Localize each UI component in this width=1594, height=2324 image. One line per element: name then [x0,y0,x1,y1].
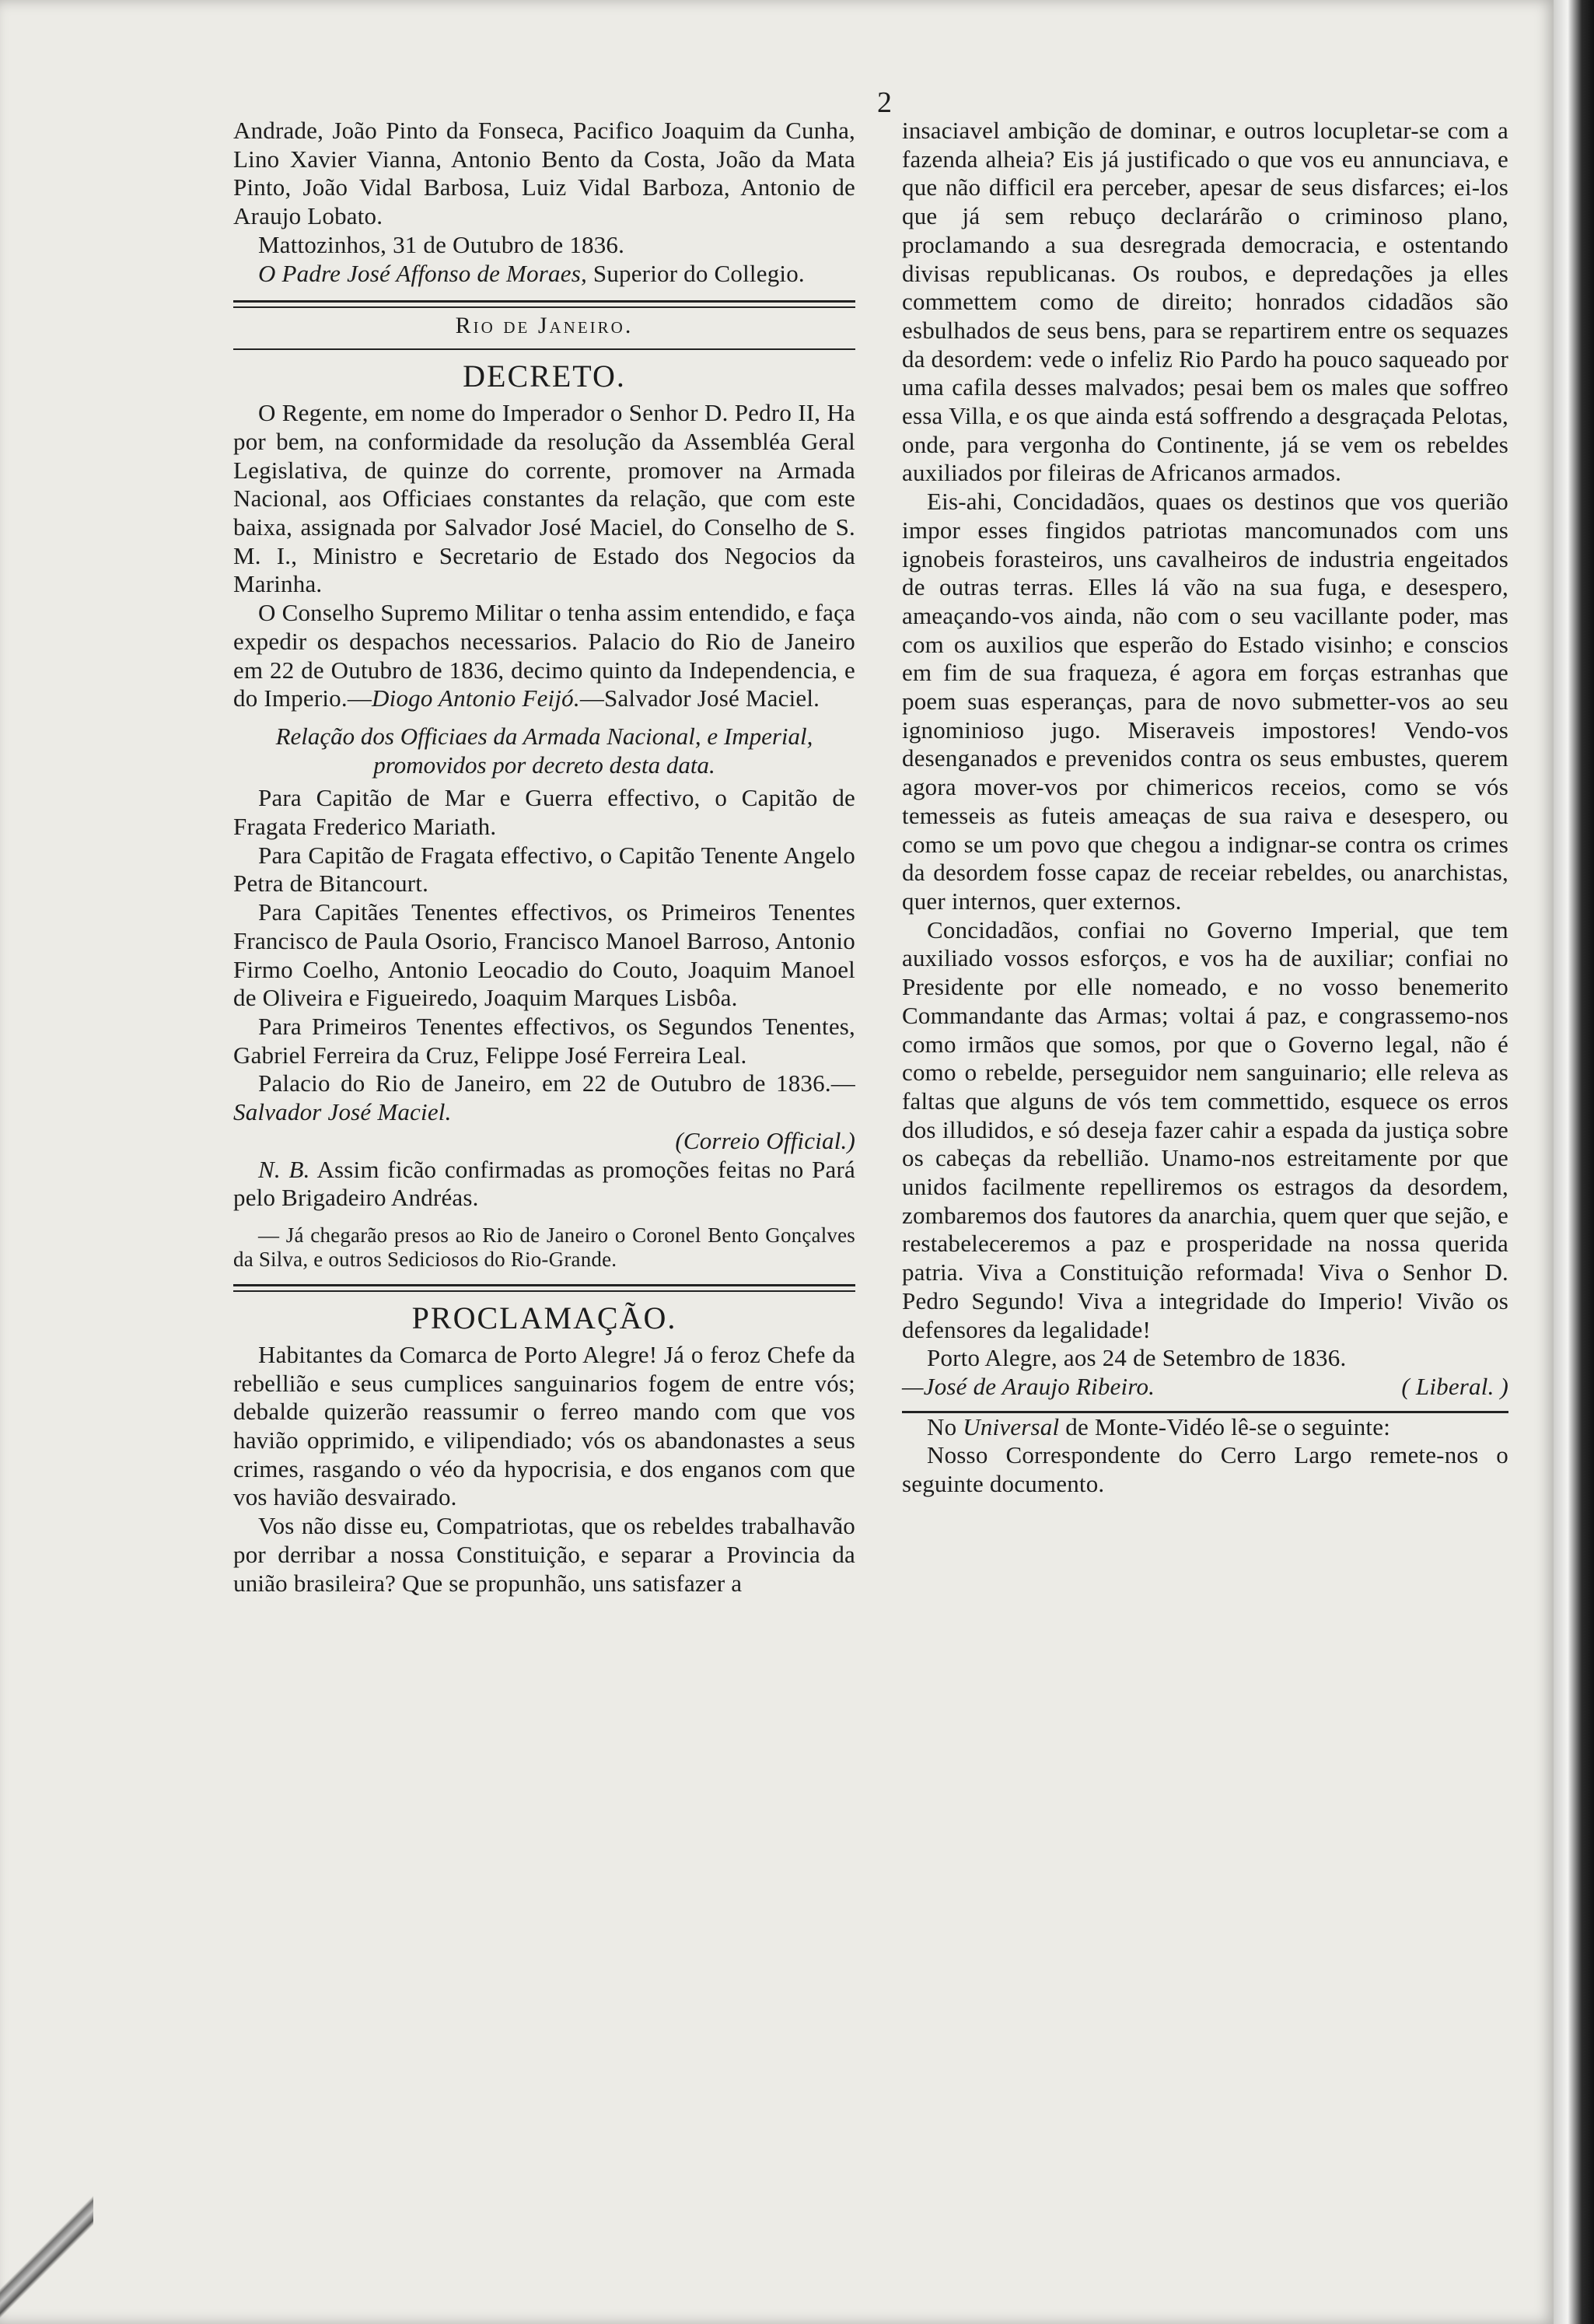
decreto-paragraph: O Regente, em nome do Imperador o Senhor D. Pedro II, Ha por bem, na conformidade da resolução da Assembléa Geral Legislativa, de quinze do corrente, promover na Armada Nacional, aos Officiaes constantes da relação, que com este baixa, assignada por Salvador José Maciel, do Conselho de S. M. I., Ministro e Secretario de Estado dos Negocios da Marinha. [233,399,855,598]
right-column [902,117,1508,1499]
proclamacao-paragraph: insaciavel ambição de dominar, e outros locupletar-se com a fazenda alheia? Eis já justificado o que vos eu annunciava, e que não difficil era perceber, apesar de seus disfarces; ei-los que já sem rebuço declarárão o criminoso plano, proclamando a sua desregrada democracia, e ostentando divisas republicanas. Os roubos, e depredações ja elles commettem como de direito; honrados cidadãos são esbulhados de seus bens, para se repartirem entre os sequazes da desordem: vede o infeliz Rio Pardo ha pouco saqueado por uma cafila desses malvados; pesai bem os males que soffreo essa Villa, e os que ainda está soffrendo a desgraçada Pelotas, onde, para vergonha do Continente, já se vem os rebeldes auxiliados por fileiras de Africanos armados. [902,117,1508,487]
proclamacao-paragraph: Eis-ahi, Concidadãos, quaes os destinos que vos querião impor esses fingidos patriotas mancomunados com uns ignobeis forasteiros, uns cavalheiros de industria engeitados de outras terras. Elles lá vão na sua fuga, e desespero, ameaçando-vos ainda, não com o seu vacillante poder, mas com os auxilios que esperão do Estado visinho; e conscios em fim de sua fraqueza, é agora em forças estranhas que poem suas esperanças, para de novo submetter-vos ao seu ignominioso jugo. Miseraveis impostores! Vendo-vos desenganados e prevenidos contra os seus embustes, querem agora mover-vos por chimericos receios, como se vós temesseis as futeis ameaças de sua raiva e desespero, ou como se um povo que chegou a indignar-se contra os crimes da desordem fosse capaz de receiar rebeldes, ou anarchistas, quer internos, quer externos. [902,488,1508,915]
intro-place-date: Mattozinhos, 31 de Outubro de 1836. [258,230,625,258]
decreto-heading: DECRETO. [463,359,626,394]
section-heading: Rio de Janeiro. [455,313,634,339]
relacao-signature: Salvador José Maciel. [233,1098,452,1126]
decreto-signature: —Salvador José Maciel. [579,684,820,712]
divider [233,348,855,350]
relacao-paragraph: Para Primeiros Tenentes effectivos, os Segundos Tenentes, Gabriel Ferreira da Cruz, Felippe José Ferreira Leal. [233,1012,855,1069]
proclamacao-paragraph: Habitantes da Comarca de Porto Alegre! Já o feroz Chefe da rebellião e seus cumplices sanguinarios fogem de entre vós; debalde quizerão reassumir o ferreo mando com que vos havião opprimido, e vilipendiado; vós os abandonastes a seus crimes, rasgando o véo da hypocrisia, e dos enganos com que vos havião desvairado. [233,1340,855,1511]
relacao-text: Palacio do Rio de Janeiro, em 22 de Outubro de 1836.— [258,1069,855,1097]
relacao-paragraph: Para Capitão de Fragata effectivo, o Capitão Tenente Angelo Petra de Bitancourt. [233,841,855,898]
closing-signature: —José de Araujo Ribeiro. [902,1372,1155,1400]
correio-source: (Correio Official.) [675,1126,855,1154]
relacao-paragraph: Para Capitão de Mar e Guerra effectivo, o Capitão de Fragata Frederico Mariath. [233,784,855,841]
closing-source: ( Liberal. ) [1401,1372,1508,1400]
proclamacao-paragraph: Vos não disse eu, Compatriotas, que os rebeldes trabalhavão por derribar a nossa Constituição, e separar a Provincia da união brasileira? Que se propunhão, uns satisfazer a [233,1512,855,1597]
intro-names: Andrade, João Pinto da Fonseca, Pacifico Joaquim da Cunha, Lino Xavier Vianna, Antonio Bento da Costa, João da Mata Pinto, João Vidal Barbosa, Luiz Vidal Barboza, Antonio de Araujo Lobato. [233,117,855,230]
universal-text: No [927,1412,957,1440]
news-item: — Já chegarão presos ao Rio de Janeiro o Coronel Bento Gonçalves da Silva, e outros Sediciosos do Rio-Grande. [233,1223,855,1271]
relacao-paragraph: Para Capitães Tenentes effectivos, os Primeiros Tenentes Francisco de Paula Osorio, Francisco Manoel Barroso, Antonio Firmo Coelho, Antonio Leocadio do Couto, Joaquim Manoel de Oliveira e Figueiredo, Joaquim Marques Lisbôa. [233,898,855,1012]
pen-tip [0,2170,93,2324]
decreto-paragraph [233,599,855,713]
universal-text: de Monte-Vidéo lê-se o seguinte: [1065,1412,1391,1440]
universal-paragraph: Nosso Correspondente do Cerro Largo remete-nos o seguinte documento. [902,1441,1508,1498]
intro-signature-name: O Padre José Affonso de Moraes, [258,259,587,287]
proclamacao-paragraph: Concidadãos, confiai no Governo Imperial, que tem auxiliado vossos esforços, e vos ha de auxiliar; confiai no Presidente por elle nomeado, e no vosso benemerito Commandante das Armas; voltai á paz, e congrassemo-nos como irmãos que somos, por que o Governo legal, não é como o rebelde, perseguidor nem sanguinario; elle releva as faltas que alguns de vós tem commettido, esquece os erros dos illudidos, e só deseja fazer cahir a espada da justiça sobre os cabeças da rebellião. Unamo-nos estreitamente por que unidos facilmente repelliremos os estragos da desordem, zombaremos dos fautores da anarchia, quem quer que sejão, e restabeleceremos a paz e prosperidade na nossa querida patria. Viva a Constituição reformada! Viva o Senhor D. Pedro Segundo! Viva a integridade do Imperio! Vivão os defensores da legalidade! [902,915,1508,1343]
left-column [233,117,855,1598]
nb-text: Assim ficão confirmadas as promoções feitas no Pará pelo Brigadeiro Andréas. [233,1155,855,1212]
divider [233,1284,855,1292]
intro-signature-title: Superior do Collegio. [593,259,805,287]
nota-bene [233,1156,855,1213]
relacao-paragraph [233,1069,855,1126]
universal-paragraph [902,1413,1508,1442]
decreto-text: O Conselho Supremo Militar o tenha assim entendido, e faça expedir os despachos necessarios. Palacio do Rio de Janeiro em 22 de Outubro de 1836, decimo quinto da Independencia, e do Imperio.— [233,599,855,712]
page-number: 2 [877,86,892,119]
closing-place-date: Porto Alegre, aos 24 de Setembro de 1836. [927,1344,1347,1372]
intro-signature [233,260,855,289]
nb-label: N. B. [258,1155,310,1183]
closing-line [902,1373,1508,1402]
divider [233,300,855,308]
proclamacao-heading: PROCLAMAÇÃO. [411,1300,677,1335]
relacao-heading: Relação dos Officiaes da Armada Nacional, e Imperial, promovidos por decreto desta data. [275,722,813,779]
universal-newspaper-name: Universal [963,1412,1060,1440]
page-edge [1554,0,1594,2324]
decreto-signature: Diogo Antonio Feijó. [372,684,580,712]
